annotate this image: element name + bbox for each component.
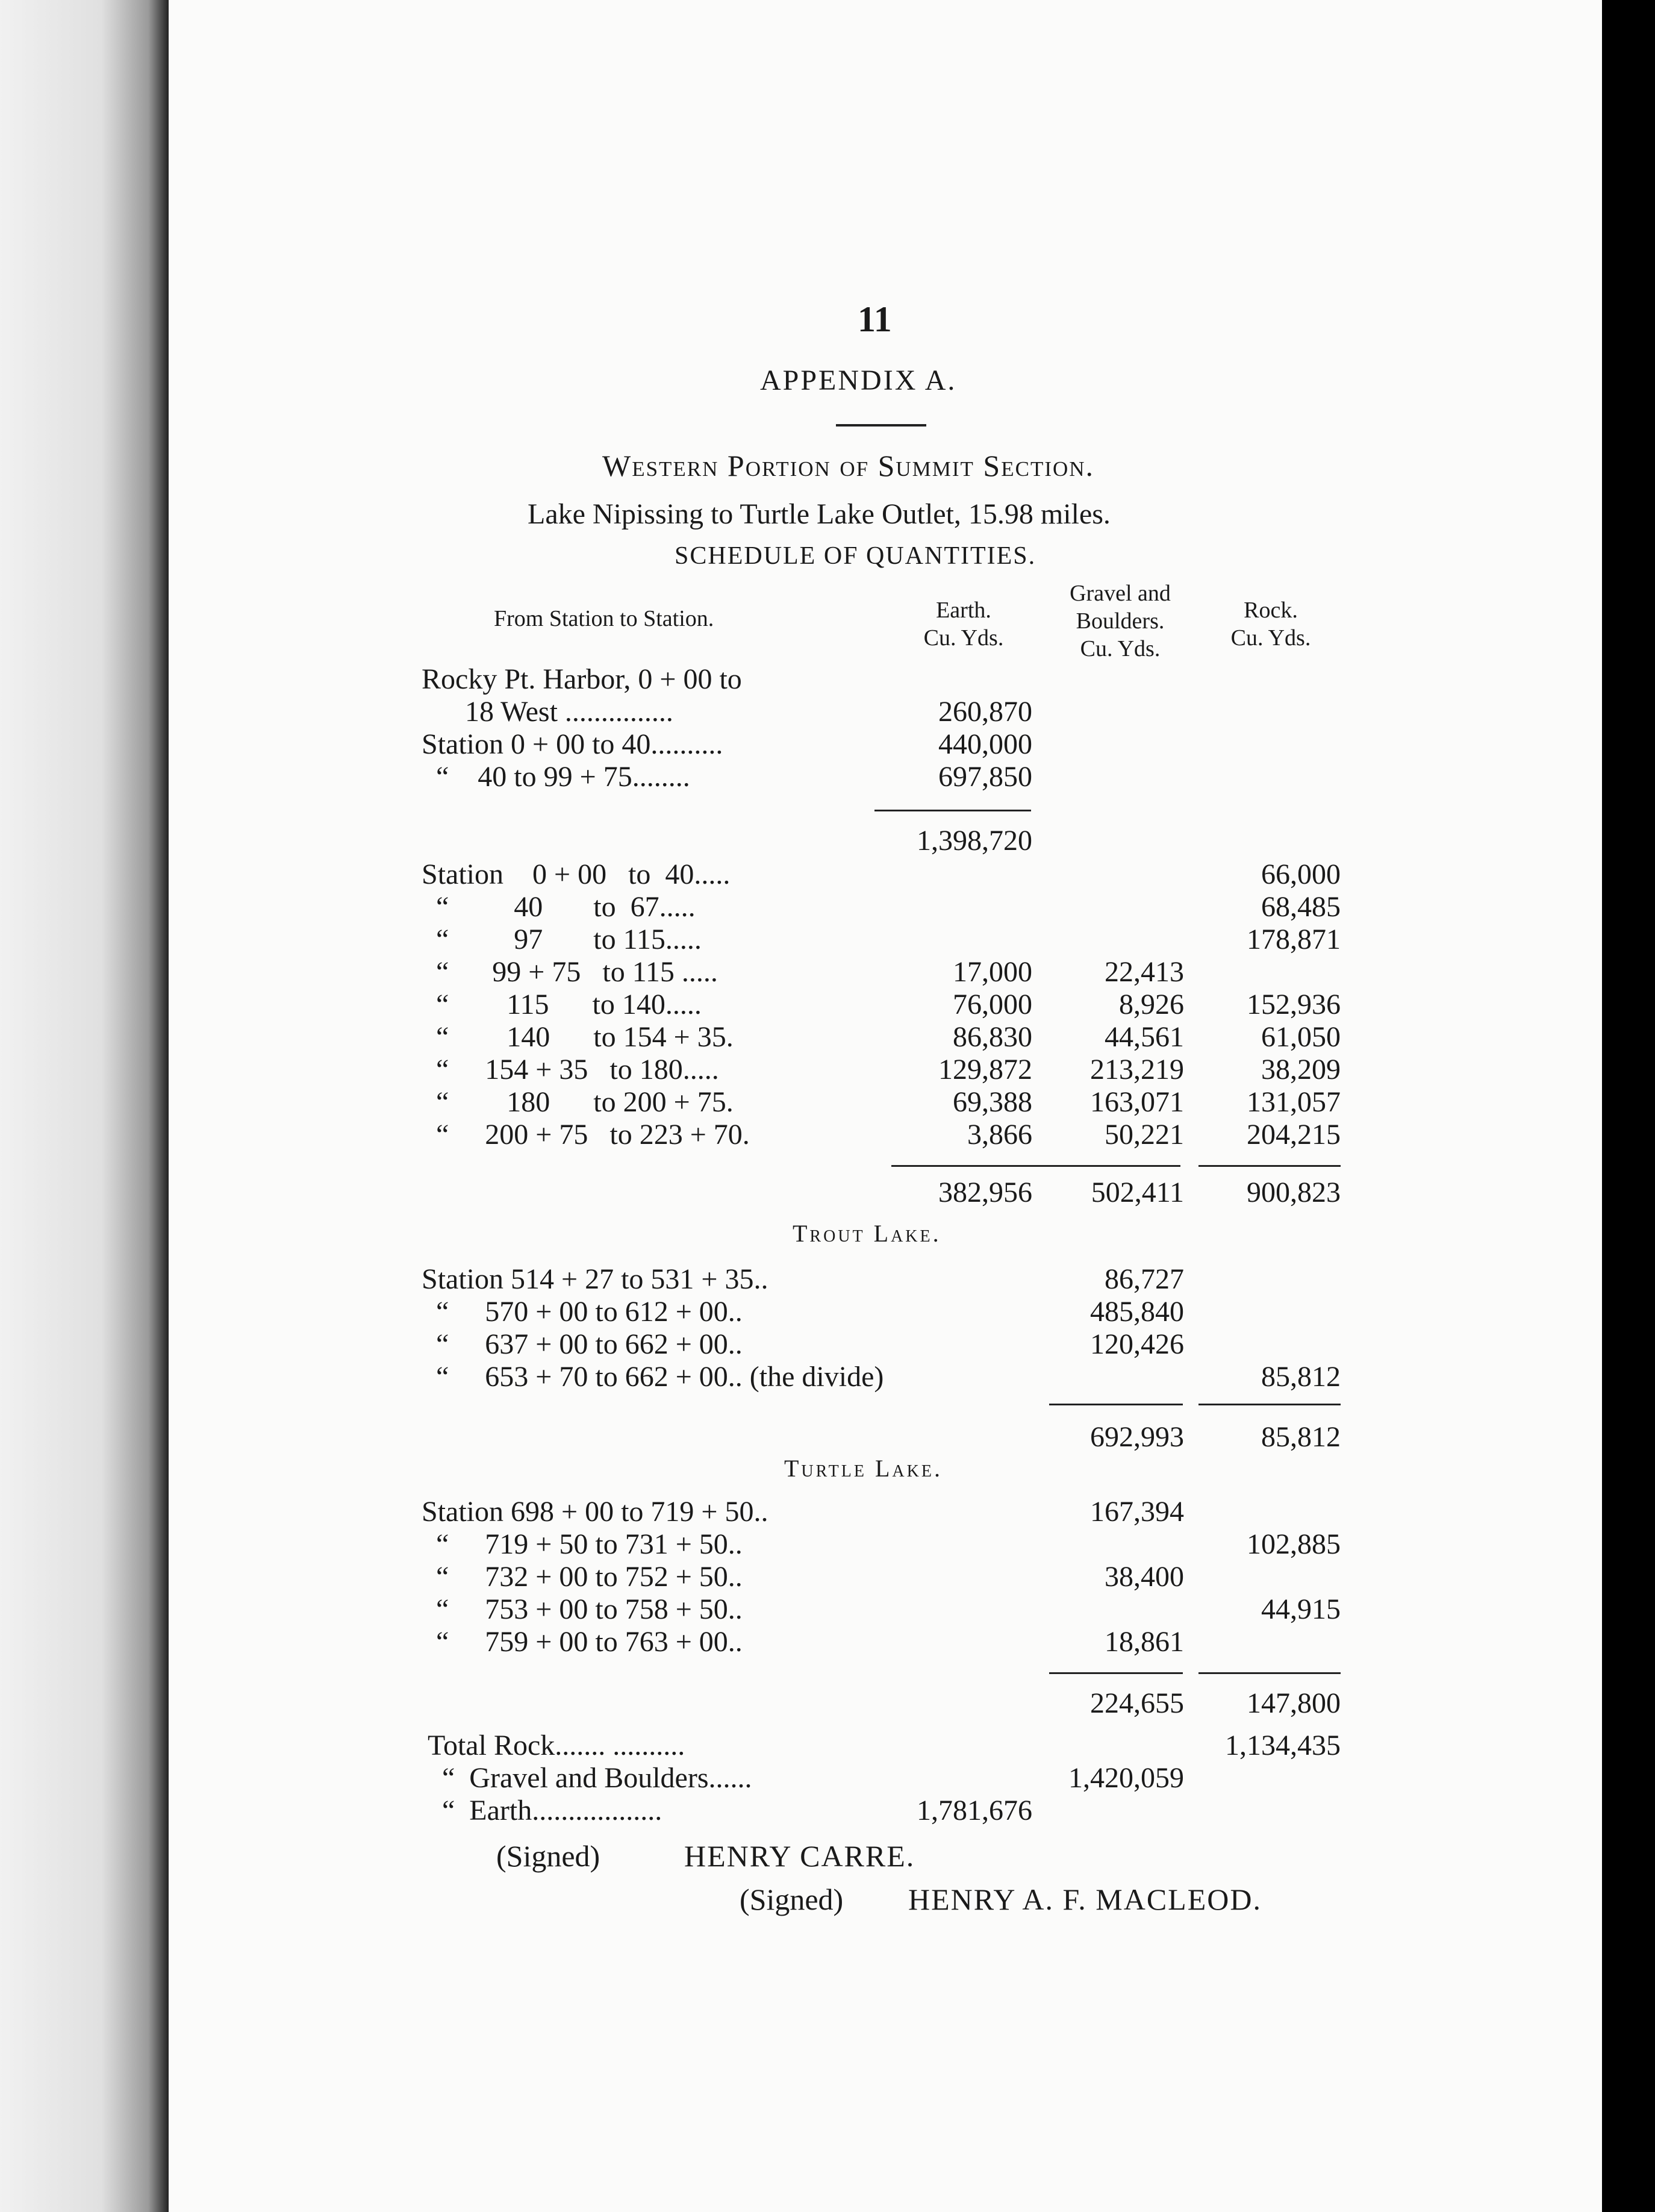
table-row	[0, 728, 1655, 761]
subtotal-rule	[1198, 1404, 1341, 1405]
appendix-title: APPENDIX A.	[760, 364, 957, 396]
rock-value: 38,209	[1261, 1054, 1341, 1086]
table-row	[0, 1263, 1655, 1296]
row-label: “ 40 to 99 + 75........	[422, 761, 690, 793]
total-label: Total Rock....... ..........	[428, 1729, 685, 1761]
rock-subtotal: 147,800	[1247, 1687, 1341, 1719]
total-row	[0, 1794, 1655, 1828]
rock-value: 66,000	[1261, 858, 1341, 890]
table-row	[0, 663, 1655, 696]
row-label: Station 514 + 27 to 531 + 35..	[422, 1263, 768, 1295]
table-row	[0, 1360, 1655, 1394]
gravel-value: 50,221	[1105, 1119, 1184, 1151]
gravel-value: 213,219	[1090, 1054, 1184, 1086]
gravel-subtotal: 692,993	[1090, 1421, 1184, 1453]
section-heading: Western Portion of Summit Section.	[602, 449, 1095, 483]
gravel-value: 120,426	[1090, 1328, 1184, 1360]
table-row	[0, 1295, 1655, 1329]
row-label: “ 719 + 50 to 731 + 50..	[422, 1528, 743, 1560]
subtotal-row	[0, 824, 1655, 858]
earth-header-line1: Earth.	[936, 598, 991, 623]
table-row	[0, 1495, 1655, 1529]
first-signature-signed: (Signed)	[496, 1839, 600, 1873]
row-label: “ 637 + 00 to 662 + 00..	[422, 1328, 743, 1360]
earth-value: 17,000	[953, 956, 1032, 988]
rock-value: 102,885	[1247, 1528, 1341, 1560]
rock-header-line1: Rock.	[1244, 598, 1298, 623]
subtotal-row	[0, 1687, 1655, 1720]
table-row	[0, 1086, 1655, 1119]
subtotal-rule	[1049, 1404, 1183, 1405]
earth-value: 440,000	[938, 728, 1032, 760]
earth-value: 697,850	[938, 761, 1032, 793]
gravel-subtotal: 224,655	[1090, 1687, 1184, 1719]
gravel-value: 86,727	[1105, 1263, 1184, 1295]
gravel-value: 8,926	[1119, 989, 1184, 1020]
rock-value: 131,057	[1247, 1086, 1341, 1118]
table-row	[0, 1593, 1655, 1626]
table-row	[0, 1625, 1655, 1659]
row-label: “ 732 + 00 to 752 + 50..	[422, 1561, 743, 1593]
first-signature-name: HENRY CARRE.	[684, 1839, 915, 1873]
row-label: “ 180 to 200 + 75.	[422, 1086, 734, 1118]
gravel-value: 38,400	[1105, 1561, 1184, 1593]
table-row	[0, 1053, 1655, 1087]
gravel-subtotal: 502,411	[1091, 1176, 1184, 1208]
rock-value: 68,485	[1261, 891, 1341, 923]
rock-subtotal: 85,812	[1261, 1421, 1341, 1453]
table-row	[0, 695, 1655, 729]
row-label: 18 West ...............	[422, 696, 673, 728]
row-label: “ 40 to 67.....	[422, 891, 696, 923]
gravel-header-line3: Cu. Yds.	[1080, 636, 1161, 661]
earth-value: 129,872	[938, 1054, 1032, 1086]
table-row	[0, 858, 1655, 892]
trout-lake-title: Trout Lake.	[793, 1220, 941, 1247]
subtotal-rule	[1198, 1672, 1341, 1674]
gravel-value: 18,861	[1105, 1626, 1184, 1658]
table-row	[0, 1020, 1655, 1054]
column-header-from: From Station to Station.	[494, 606, 714, 631]
earth-header-line2: Cu. Yds.	[923, 625, 1004, 651]
subtotal-rule	[1049, 1672, 1183, 1674]
turtle-lake-title: Turtle Lake.	[784, 1455, 943, 1482]
row-label: “ 653 + 70 to 662 + 00.. (the divide)	[422, 1361, 884, 1393]
total-earth-value: 1,781,676	[917, 1795, 1032, 1826]
table-row	[0, 1528, 1655, 1561]
rock-value: 44,915	[1261, 1593, 1341, 1625]
table-row	[0, 890, 1655, 924]
earth-value: 3,866	[967, 1119, 1032, 1151]
total-rock-value: 1,134,435	[1225, 1729, 1341, 1761]
row-label: “ 753 + 00 to 758 + 50..	[422, 1593, 743, 1625]
row-label: “ 115 to 140.....	[422, 989, 702, 1020]
total-row	[0, 1729, 1655, 1763]
earth-value: 86,830	[953, 1021, 1032, 1053]
section-subheading: Lake Nipissing to Turtle Lake Outlet, 15.98 miles.	[528, 498, 1111, 530]
earth-subtotal: 1,398,720	[917, 825, 1032, 857]
row-label: Station 0 + 00 to 40.....	[422, 858, 731, 890]
subtotal-rule	[874, 810, 1031, 811]
row-label: “ 154 + 35 to 180.....	[422, 1054, 719, 1086]
subtotal-rule	[891, 1165, 1180, 1167]
earth-value: 260,870	[938, 696, 1032, 728]
rock-value: 61,050	[1261, 1021, 1341, 1053]
row-label: “ 99 + 75 to 115 .....	[422, 956, 718, 988]
table-row	[0, 760, 1655, 794]
earth-value: 69,388	[953, 1086, 1032, 1118]
gravel-value: 163,071	[1090, 1086, 1184, 1118]
gravel-value: 22,413	[1105, 956, 1184, 988]
row-label: “ 200 + 75 to 223 + 70.	[422, 1119, 750, 1151]
subtotal-row	[0, 1420, 1655, 1454]
title-rule	[836, 424, 926, 426]
table-row	[0, 1560, 1655, 1594]
column-header-rock	[1211, 596, 1331, 652]
row-label: Rocky Pt. Harbor, 0 + 00 to	[422, 663, 742, 695]
rock-header-line2: Cu. Yds.	[1230, 625, 1311, 651]
total-row	[0, 1761, 1655, 1795]
second-signature-name: HENRY A. F. MACLEOD.	[908, 1882, 1262, 1916]
rock-subtotal: 900,823	[1247, 1176, 1341, 1208]
rock-value: 204,215	[1247, 1119, 1341, 1151]
row-label: “ 140 to 154 + 35.	[422, 1021, 734, 1053]
column-header-earth	[903, 596, 1024, 652]
rock-value: 178,871	[1247, 923, 1341, 955]
gravel-value: 44,561	[1105, 1021, 1184, 1053]
gravel-header-line1: Gravel and	[1070, 581, 1171, 606]
table-row	[0, 1118, 1655, 1152]
rock-value: 85,812	[1261, 1361, 1341, 1393]
row-label: “ 759 + 00 to 763 + 00..	[422, 1626, 743, 1658]
gravel-header-line2: Boulders.	[1076, 608, 1165, 634]
column-header-gravel	[1042, 580, 1198, 663]
rock-value: 152,936	[1247, 989, 1341, 1020]
total-label: “ Gravel and Boulders......	[428, 1762, 752, 1794]
total-gravel-value: 1,420,059	[1068, 1762, 1184, 1794]
table-row	[0, 923, 1655, 957]
total-label: “ Earth..................	[428, 1795, 670, 1826]
subtotal-rule	[1198, 1165, 1341, 1167]
schedule-title: SCHEDULE OF QUANTITIES.	[675, 542, 1036, 570]
row-label: “ 570 + 00 to 612 + 00..	[422, 1296, 743, 1328]
subtotal-row	[0, 1176, 1655, 1210]
second-signature-signed: (Signed)	[740, 1882, 844, 1916]
row-label: Station 698 + 00 to 719 + 50..	[422, 1496, 768, 1528]
gravel-value: 167,394	[1090, 1496, 1184, 1528]
table-row	[0, 955, 1655, 989]
table-row	[0, 988, 1655, 1022]
earth-subtotal: 382,956	[938, 1176, 1032, 1208]
row-label: Station 0 + 00 to 40..........	[422, 728, 723, 760]
row-label: “ 97 to 115.....	[422, 923, 702, 955]
page-number: 11	[858, 299, 892, 339]
gravel-value: 485,840	[1090, 1296, 1184, 1328]
earth-value: 76,000	[953, 989, 1032, 1020]
table-row	[0, 1328, 1655, 1361]
